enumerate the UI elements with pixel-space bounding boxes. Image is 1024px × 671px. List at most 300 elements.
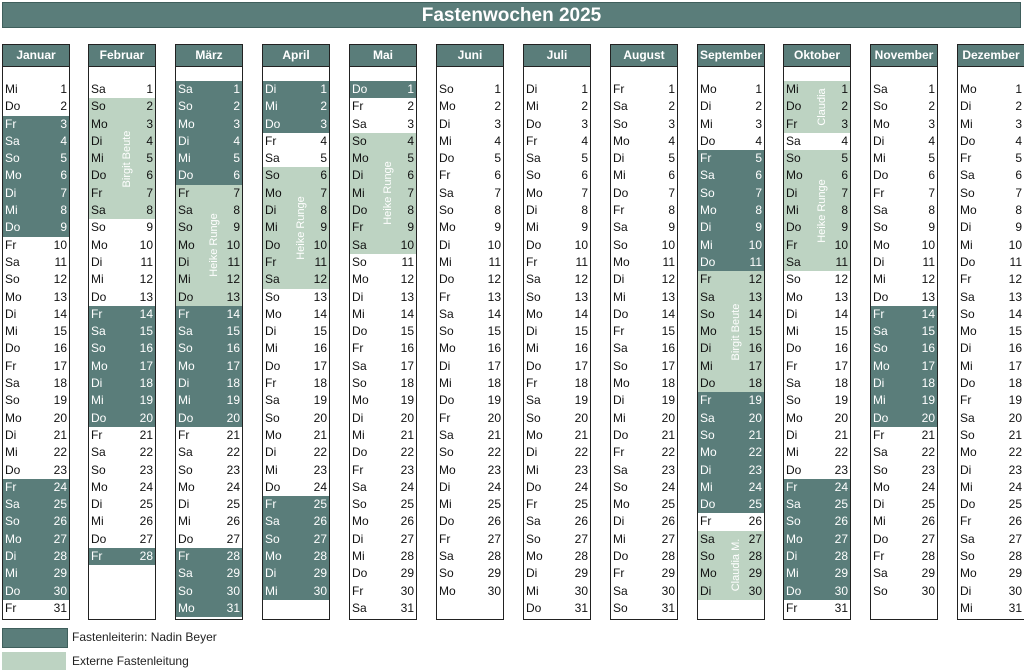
day-row — [176, 427, 242, 444]
day-number: 19 — [661, 393, 675, 408]
day-number: 1 — [1015, 82, 1022, 96]
day-row — [871, 427, 937, 444]
day-number: 15 — [1008, 324, 1022, 339]
day-row — [3, 496, 69, 513]
day-row — [958, 531, 1024, 548]
weekday-label: Mi — [960, 116, 973, 131]
weekday-label: So — [613, 237, 628, 252]
month-oktober — [783, 44, 851, 620]
day-row — [3, 462, 69, 479]
day-number: 10 — [226, 237, 240, 252]
day-number: 24 — [921, 479, 935, 494]
day-number: 18 — [313, 376, 327, 391]
day-number: 26 — [834, 514, 848, 529]
month-header: Januar — [3, 45, 69, 67]
day-number: 14 — [487, 306, 501, 321]
day-row — [871, 531, 937, 548]
weekday-label: Mo — [786, 289, 803, 304]
day-number: 19 — [226, 393, 240, 408]
day-number: 15 — [139, 324, 153, 339]
day-number: 20 — [574, 410, 588, 425]
weekday-label: Mo — [91, 237, 108, 252]
day-row — [871, 306, 937, 323]
day-number: 22 — [661, 445, 675, 460]
weekday-label: Fr — [91, 427, 103, 442]
day-number: 24 — [226, 479, 240, 494]
weekday-label: Mo — [352, 393, 369, 408]
weekday-label: Sa — [5, 254, 20, 269]
day-number: 5 — [407, 151, 414, 166]
day-row — [698, 98, 764, 115]
day-number: 5 — [755, 151, 762, 166]
day-row — [698, 271, 764, 288]
day-number: 20 — [139, 410, 153, 425]
day-number: 18 — [53, 376, 67, 391]
weekday-label: Mi — [352, 549, 365, 564]
weekday-label: So — [5, 151, 20, 166]
day-number: 7 — [320, 185, 327, 200]
weekday-label: Mi — [439, 376, 452, 391]
day-row — [437, 185, 503, 202]
weekday-label: Sa — [613, 99, 628, 114]
weekday-label: Mi — [178, 272, 191, 287]
weekday-label: Mo — [526, 549, 543, 564]
day-row — [524, 565, 590, 582]
day-row — [871, 462, 937, 479]
day-row — [524, 462, 590, 479]
weekday-label: Do — [352, 203, 368, 218]
weekday-label: Mi — [526, 99, 539, 114]
day-row — [437, 340, 503, 357]
day-row — [89, 306, 155, 323]
day-number: 10 — [574, 237, 588, 252]
weekday-label: Fr — [439, 531, 451, 546]
weekday-label: So — [873, 220, 888, 235]
day-row — [524, 375, 590, 392]
day-number: 1 — [841, 82, 848, 96]
day-number: 4 — [841, 133, 848, 148]
day-row — [176, 531, 242, 548]
day-row — [958, 340, 1024, 357]
weekday-label: Mi — [352, 306, 365, 321]
weekday-label: Mo — [700, 566, 717, 581]
weekday-label: Di — [265, 445, 277, 460]
day-row — [263, 462, 329, 479]
weekday-label: Di — [352, 289, 364, 304]
day-row — [524, 392, 590, 409]
day-number: 16 — [400, 341, 414, 356]
day-row — [176, 496, 242, 513]
day-number: 1 — [494, 82, 501, 96]
day-number: 17 — [661, 358, 675, 373]
day-row — [176, 254, 242, 271]
day-row — [524, 202, 590, 219]
weekday-label: Do — [178, 410, 194, 425]
weekday-label: Fr — [178, 427, 190, 442]
weekday-label: Mo — [178, 116, 195, 131]
weekday-label: Mo — [5, 168, 22, 183]
weekday-label: Mi — [178, 393, 191, 408]
day-number: 26 — [487, 514, 501, 529]
day-row — [437, 531, 503, 548]
month-header: März — [176, 45, 242, 67]
day-number: 27 — [574, 531, 588, 546]
day-number: 6 — [755, 168, 762, 183]
day-row — [176, 289, 242, 306]
day-row — [263, 271, 329, 288]
weekday-label: Sa — [265, 151, 280, 166]
weekday-label: Sa — [5, 133, 20, 148]
weekday-label: Sa — [265, 514, 280, 529]
month-februar — [88, 44, 156, 620]
weekday-label: Di — [960, 462, 972, 477]
weekday-label: Do — [178, 168, 194, 183]
day-number: 8 — [841, 203, 848, 218]
day-row — [263, 150, 329, 167]
day-list — [3, 81, 69, 617]
day-row — [263, 513, 329, 530]
day-number: 25 — [400, 497, 414, 512]
day-number: 18 — [921, 376, 935, 391]
day-row — [89, 289, 155, 306]
day-row — [176, 98, 242, 115]
day-number: 20 — [1008, 410, 1022, 425]
day-row — [958, 583, 1024, 600]
day-number: 5 — [233, 151, 240, 166]
weekday-label: Mo — [873, 479, 890, 494]
day-number: 14 — [834, 306, 848, 321]
day-row — [350, 375, 416, 392]
day-row — [3, 444, 69, 461]
day-row — [263, 340, 329, 357]
weekday-label: Mo — [873, 358, 890, 373]
weekday-label: Mi — [960, 600, 973, 615]
weekday-label: Sa — [526, 393, 541, 408]
day-number: 2 — [841, 99, 848, 114]
day-row — [698, 479, 764, 496]
weekday-label: Sa — [178, 445, 193, 460]
weekday-label: Fr — [91, 306, 103, 321]
day-row — [784, 340, 850, 357]
day-number: 5 — [60, 151, 67, 166]
weekday-label: Di — [873, 133, 885, 148]
weekday-label: Di — [613, 393, 625, 408]
weekday-label: Sa — [439, 306, 454, 321]
month-header: Juni — [437, 45, 503, 67]
day-row — [437, 323, 503, 340]
weekday-label: Do — [439, 151, 455, 166]
day-number: 9 — [320, 220, 327, 235]
weekday-label: Mi — [873, 151, 886, 166]
day-number: 19 — [921, 393, 935, 408]
day-row — [176, 548, 242, 565]
day-number: 18 — [1008, 376, 1022, 391]
day-row — [437, 565, 503, 582]
day-row — [871, 81, 937, 98]
day-number: 27 — [400, 531, 414, 546]
weekday-label: So — [526, 410, 541, 425]
weekday-label: Mi — [526, 220, 539, 235]
weekday-label: Di — [178, 254, 190, 269]
day-number: 10 — [487, 237, 501, 252]
day-row — [784, 237, 850, 254]
weekday-label: Fr — [5, 600, 17, 615]
legend-label-extern: Externe Fastenleitung — [72, 654, 189, 668]
day-number: 22 — [834, 445, 848, 460]
weekday-label: Di — [352, 410, 364, 425]
day-row — [350, 427, 416, 444]
weekday-label: Fr — [5, 116, 17, 131]
day-number: 16 — [226, 341, 240, 356]
day-row — [89, 375, 155, 392]
day-row — [958, 306, 1024, 323]
day-number: 7 — [581, 185, 588, 200]
weekday-label: Mo — [700, 324, 717, 339]
weekday-label: Do — [265, 479, 281, 494]
weekday-label: Mi — [786, 82, 799, 96]
day-row — [958, 513, 1024, 530]
weekday-label: Do — [526, 237, 542, 252]
day-number: 11 — [488, 254, 501, 269]
day-row — [611, 167, 677, 184]
day-number: 20 — [921, 410, 935, 425]
day-number: 23 — [661, 462, 675, 477]
weekday-label: Di — [960, 220, 972, 235]
day-row — [958, 479, 1024, 496]
day-number: 21 — [921, 427, 935, 442]
day-row — [611, 289, 677, 306]
month-header: August — [611, 45, 677, 67]
month-header: November — [871, 45, 937, 67]
weekday-label: Fr — [786, 479, 798, 494]
day-row — [350, 462, 416, 479]
day-number: 1 — [60, 82, 67, 96]
day-number: 10 — [400, 237, 414, 252]
day-row — [176, 271, 242, 288]
day-row — [524, 600, 590, 617]
day-number: 4 — [320, 133, 327, 148]
day-number: 21 — [53, 427, 67, 442]
day-number: 22 — [226, 445, 240, 460]
day-number: 30 — [1008, 583, 1022, 598]
day-number: 18 — [661, 376, 675, 391]
day-number: 16 — [53, 341, 67, 356]
weekday-label: Do — [91, 410, 107, 425]
day-row — [611, 513, 677, 530]
weekday-label: Do — [873, 289, 889, 304]
weekday-label: Mo — [613, 497, 630, 512]
day-row — [3, 219, 69, 236]
weekday-label: Di — [178, 133, 190, 148]
weekday-label: So — [5, 393, 20, 408]
day-number: 10 — [53, 237, 67, 252]
day-number: 4 — [581, 133, 588, 148]
day-number: 8 — [60, 203, 67, 218]
day-row — [176, 116, 242, 133]
weekday-label: Mi — [960, 237, 973, 252]
weekday-label: Sa — [613, 462, 628, 477]
day-number: 3 — [755, 116, 762, 131]
day-number: 5 — [668, 151, 675, 166]
weekday-label: Sa — [613, 583, 628, 598]
weekday-label: Sa — [5, 497, 20, 512]
day-number: 29 — [226, 566, 240, 581]
day-row — [3, 323, 69, 340]
weekday-label: Mo — [613, 376, 630, 391]
day-number: 29 — [400, 566, 414, 581]
month-header: Mai — [350, 45, 416, 67]
day-row — [698, 358, 764, 375]
day-number: 9 — [494, 220, 501, 235]
weekday-label: So — [91, 462, 106, 477]
day-row — [784, 185, 850, 202]
weekday-label: Fr — [786, 600, 798, 615]
weekday-label: Di — [613, 272, 625, 287]
day-number: 24 — [313, 479, 327, 494]
weekday-label: Mo — [960, 324, 977, 339]
weekday-label: Sa — [873, 82, 888, 96]
weekday-label: Mi — [352, 185, 365, 200]
day-number: 15 — [313, 324, 327, 339]
day-number: 28 — [53, 549, 67, 564]
day-row — [871, 375, 937, 392]
day-row — [350, 133, 416, 150]
day-number: 12 — [226, 272, 240, 287]
day-number: 11 — [749, 254, 762, 269]
day-number: 27 — [661, 531, 675, 546]
day-row — [958, 392, 1024, 409]
day-row — [698, 167, 764, 184]
weekday-label: Mo — [526, 427, 543, 442]
day-number: 17 — [574, 358, 588, 373]
day-row — [524, 323, 590, 340]
day-number: 20 — [834, 410, 848, 425]
day-row — [784, 392, 850, 409]
day-number: 1 — [755, 82, 762, 96]
day-number: 9 — [928, 220, 935, 235]
day-row — [263, 583, 329, 600]
day-number: 7 — [1015, 185, 1022, 200]
weekday-label: Sa — [265, 393, 280, 408]
day-row — [263, 358, 329, 375]
weekday-label: Mi — [526, 341, 539, 356]
day-number: 10 — [1008, 237, 1022, 252]
weekday-label: Fr — [786, 116, 798, 131]
weekday-label: Fr — [873, 427, 885, 442]
day-number: 21 — [487, 427, 501, 442]
day-row — [89, 462, 155, 479]
day-row — [784, 496, 850, 513]
day-number: 15 — [53, 324, 67, 339]
day-row — [784, 271, 850, 288]
day-number: 7 — [146, 185, 153, 200]
day-row — [437, 98, 503, 115]
weekday-label: Fr — [613, 82, 625, 96]
day-row — [871, 340, 937, 357]
weekday-label: Sa — [960, 289, 975, 304]
day-number: 4 — [928, 133, 935, 148]
day-row — [611, 185, 677, 202]
day-row — [263, 237, 329, 254]
day-row — [176, 150, 242, 167]
day-number: 14 — [53, 306, 67, 321]
weekday-label: Sa — [91, 203, 106, 218]
weekday-label: Sa — [960, 531, 975, 546]
day-row — [784, 98, 850, 115]
day-number: 29 — [313, 566, 327, 581]
day-number: 16 — [574, 341, 588, 356]
day-number: 6 — [233, 168, 240, 183]
day-number: 24 — [574, 479, 588, 494]
day-number: 9 — [581, 220, 588, 235]
day-number: 6 — [407, 168, 414, 183]
day-row — [3, 202, 69, 219]
weekday-label: Sa — [91, 82, 106, 96]
weekday-label: So — [873, 462, 888, 477]
weekday-label: So — [352, 254, 367, 269]
day-number: 19 — [487, 393, 501, 408]
day-number: 15 — [748, 324, 762, 339]
day-row — [176, 323, 242, 340]
day-row — [350, 81, 416, 98]
day-number: 14 — [139, 306, 153, 321]
day-number: 29 — [921, 566, 935, 581]
weekday-label: Do — [526, 116, 542, 131]
weekday-label: Sa — [786, 254, 801, 269]
day-row — [524, 237, 590, 254]
day-number: 17 — [834, 358, 848, 373]
day-number: 11 — [835, 254, 848, 269]
day-number: 22 — [313, 445, 327, 460]
day-row — [784, 375, 850, 392]
day-number: 4 — [146, 133, 153, 148]
day-row — [350, 565, 416, 582]
weekday-label: Di — [439, 237, 451, 252]
day-number: 22 — [139, 445, 153, 460]
day-row — [698, 323, 764, 340]
day-row — [437, 116, 503, 133]
day-row — [784, 410, 850, 427]
legend-swatch-leiterin — [2, 628, 68, 648]
day-row — [3, 479, 69, 496]
day-row — [3, 531, 69, 548]
day-number: 8 — [1015, 203, 1022, 218]
day-row — [611, 271, 677, 288]
external-leader-note: Claudia — [816, 88, 828, 126]
day-row — [176, 340, 242, 357]
day-number: 3 — [146, 116, 153, 131]
weekday-label: Do — [526, 600, 542, 615]
day-number: 17 — [53, 358, 67, 373]
day-row — [437, 167, 503, 184]
day-number: 24 — [400, 479, 414, 494]
weekday-label: Sa — [439, 185, 454, 200]
day-row — [3, 306, 69, 323]
weekday-label: Mo — [960, 445, 977, 460]
day-number: 6 — [494, 168, 501, 183]
weekday-label: Mi — [960, 479, 973, 494]
weekday-label: Fr — [5, 358, 17, 373]
weekday-label: Mo — [91, 358, 108, 373]
day-row — [176, 306, 242, 323]
day-number: 29 — [748, 566, 762, 581]
day-row — [611, 340, 677, 357]
day-row — [524, 479, 590, 496]
weekday-label: So — [700, 549, 715, 564]
weekday-label: Mi — [873, 514, 886, 529]
day-number: 7 — [494, 185, 501, 200]
weekday-label: Mo — [439, 341, 456, 356]
